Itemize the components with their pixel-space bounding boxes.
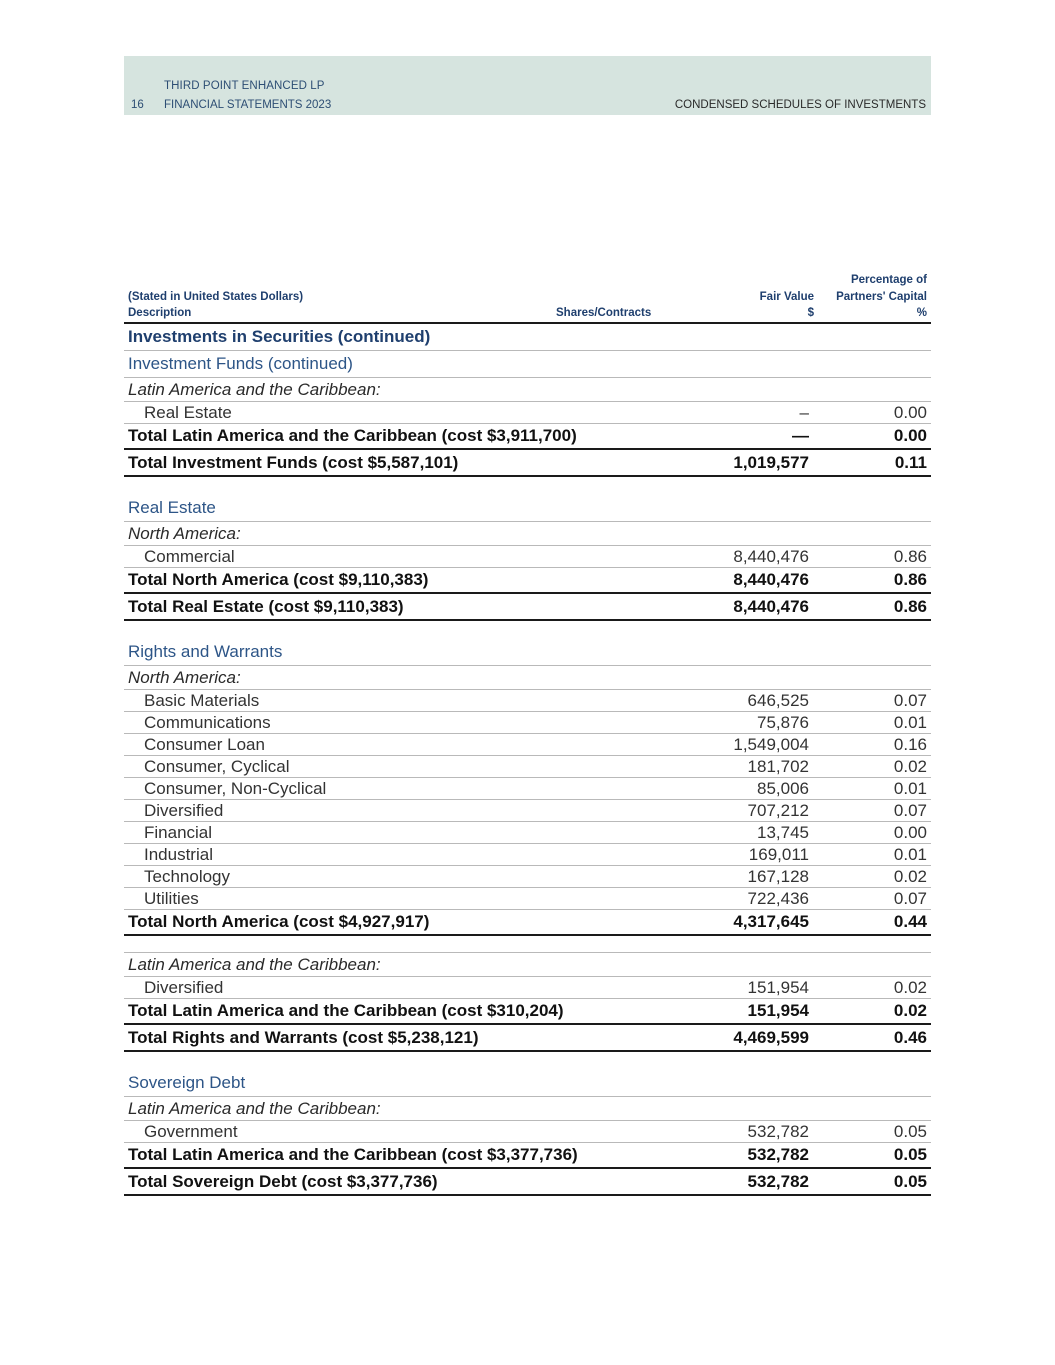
- table-row: [124, 1121, 931, 1143]
- row-fair-value: 646,525: [747, 690, 809, 710]
- row-pct-capital: 0.01: [893, 844, 927, 864]
- row-pct-capital: 0.07: [893, 888, 927, 908]
- section-heading-row: [124, 351, 931, 378]
- table-row: [124, 402, 931, 424]
- row-fair-value: 167,128: [747, 866, 809, 886]
- table-row: [124, 977, 931, 999]
- section-heading-row: [124, 495, 931, 522]
- row-fair-value: 75,876: [757, 712, 809, 732]
- row-pct-capital: 0.11: [894, 452, 927, 472]
- main-heading-row: [124, 324, 931, 351]
- row-pct-capital: 0.05: [893, 1145, 927, 1164]
- region-total-row: [124, 1143, 931, 1169]
- row-description: Diversified: [144, 977, 224, 997]
- row-fair-value: 707,212: [747, 800, 809, 820]
- row-fair-value: 151,954: [747, 977, 809, 997]
- column-headers: [124, 272, 931, 322]
- row-description: Communications: [144, 712, 271, 732]
- row-pct-capital: 0.86: [893, 570, 927, 589]
- row-description: Total Sovereign Debt (cost $3,377,736): [128, 1171, 438, 1191]
- region-total-row: [124, 424, 931, 450]
- row-fair-value: 169,011: [748, 844, 809, 864]
- section-title: CONDENSED SCHEDULES OF INVESTMENTS: [674, 99, 926, 111]
- section-heading-row: [124, 1070, 931, 1097]
- row-description: Technology: [144, 866, 231, 886]
- row-pct-capital: 0.00: [893, 426, 927, 445]
- row-description: Total Investment Funds (cost $5,587,101): [128, 452, 459, 472]
- section-heading-row: [124, 639, 931, 666]
- col-fair-value-unit: $: [807, 307, 814, 319]
- table-row: [124, 734, 931, 756]
- table-row: [124, 866, 931, 888]
- region-heading-row: [124, 1097, 931, 1121]
- region-total-row: [124, 999, 931, 1025]
- region-heading: Latin America and the Caribbean:: [128, 1098, 381, 1118]
- section-heading: Real Estate: [128, 498, 216, 517]
- col-pct-capital-line1: Percentage of: [850, 274, 927, 286]
- row-description: Diversified: [144, 800, 224, 820]
- table-row: [124, 756, 931, 778]
- region-total-row: [124, 568, 931, 594]
- row-pct-capital: 0.02: [893, 866, 927, 886]
- row-description: Total Real Estate (cost $9,110,383): [128, 596, 404, 616]
- document-title: FINANCIAL STATEMENTS 2023: [164, 99, 332, 111]
- row-fair-value: 1,019,577: [733, 452, 809, 472]
- row-pct-capital: 0.16: [893, 734, 927, 754]
- row-description: Consumer Loan: [144, 734, 265, 754]
- spacer: [124, 936, 931, 953]
- col-shares-contracts: Shares/Contracts: [556, 307, 652, 319]
- row-pct-capital: 0.02: [893, 977, 927, 997]
- section-total-row: [124, 450, 931, 477]
- region-heading: Latin America and the Caribbean:: [128, 379, 381, 399]
- row-pct-capital: 0.86: [893, 546, 927, 566]
- row-fair-value: 151,954: [747, 1001, 809, 1020]
- main-heading: Investments in Securities (continued): [128, 327, 431, 346]
- row-fair-value: 722,436: [747, 888, 809, 908]
- row-pct-capital: 0.05: [893, 1171, 927, 1191]
- row-fair-value: 13,745: [757, 822, 809, 842]
- table-row: [124, 822, 931, 844]
- row-description: Consumer, Non-Cyclical: [144, 778, 327, 798]
- row-description: Utilities: [144, 888, 199, 908]
- table-row: [124, 844, 931, 866]
- region-heading: North America:: [128, 523, 241, 543]
- region-heading: North America:: [128, 667, 241, 687]
- row-pct-capital: 0.01: [893, 712, 927, 732]
- row-pct-capital: 0.00: [893, 822, 927, 842]
- row-description: Basic Materials: [144, 690, 260, 710]
- col-pct-capital-line2: Partners' Capital: [836, 291, 927, 303]
- page-number: 16: [131, 99, 144, 111]
- row-fair-value: 8,440,476: [733, 570, 809, 589]
- row-pct-capital: 0.02: [893, 1001, 927, 1020]
- row-fair-value: 532,782: [747, 1145, 809, 1164]
- row-fair-value: 85,006: [757, 778, 809, 798]
- region-total-row: [124, 910, 931, 936]
- row-pct-capital: 0.05: [893, 1121, 927, 1141]
- table-row: [124, 888, 931, 910]
- currency-note: (Stated in United States Dollars): [128, 291, 304, 303]
- schedule-of-investments-table: [124, 272, 931, 1196]
- region-heading: Latin America and the Caribbean:: [128, 954, 381, 974]
- row-description: Financial: [144, 822, 213, 842]
- row-pct-capital: 0.02: [893, 756, 927, 776]
- col-fair-value: Fair Value: [759, 291, 814, 303]
- table-row: [124, 712, 931, 734]
- spacer: [124, 477, 931, 495]
- section-heading: Sovereign Debt: [128, 1073, 246, 1092]
- row-fair-value: 4,317,645: [733, 912, 809, 931]
- table-row: [124, 690, 931, 712]
- row-pct-capital: 0.01: [893, 778, 927, 798]
- company-name: THIRD POINT ENHANCED LP: [164, 80, 325, 92]
- region-heading-row: [124, 522, 931, 546]
- row-description: Total Rights and Warrants (cost $5,238,121): [128, 1027, 479, 1047]
- section-heading: Investment Funds (continued): [128, 354, 353, 373]
- row-description: Consumer, Cyclical: [144, 756, 290, 776]
- region-heading-row: [124, 666, 931, 690]
- row-fair-value: —: [792, 426, 809, 445]
- row-description: Total Latin America and the Caribbean (cost $310,204): [128, 1001, 564, 1020]
- row-pct-capital: 0.07: [893, 800, 927, 820]
- region-heading-row: [124, 953, 931, 977]
- section-total-row: [124, 594, 931, 621]
- spacer: [124, 621, 931, 639]
- row-description: Commercial: [144, 546, 235, 566]
- section-heading: Rights and Warrants: [128, 642, 283, 661]
- section-total-row: [124, 1169, 931, 1196]
- page-header: [124, 56, 931, 115]
- row-description: Total Latin America and the Caribbean (cost $3,377,736): [128, 1145, 578, 1164]
- row-fair-value: 1,549,004: [733, 734, 809, 754]
- row-fair-value: 8,440,476: [733, 596, 809, 616]
- region-heading-row: [124, 378, 931, 402]
- row-pct-capital: 0.86: [893, 596, 927, 616]
- row-description: Government: [144, 1121, 238, 1141]
- section-total-row: [124, 1025, 931, 1052]
- spacer: [124, 1052, 931, 1070]
- row-fair-value: –: [799, 402, 809, 422]
- row-description: Industrial: [144, 844, 213, 864]
- row-pct-capital: 0.00: [893, 402, 927, 422]
- table-row: [124, 778, 931, 800]
- row-fair-value: 532,782: [747, 1121, 809, 1141]
- row-fair-value: 532,782: [747, 1171, 809, 1191]
- row-description: Total Latin America and the Caribbean (cost $3,911,700): [128, 426, 577, 445]
- row-pct-capital: 0.44: [893, 912, 927, 931]
- col-description: Description: [128, 307, 192, 319]
- table-row: [124, 800, 931, 822]
- row-pct-capital: 0.46: [893, 1027, 927, 1047]
- row-fair-value: 181,702: [747, 756, 809, 776]
- col-pct-capital-unit: %: [916, 307, 927, 319]
- row-description: Real Estate: [144, 402, 232, 422]
- row-description: Total North America (cost $9,110,383): [128, 570, 429, 589]
- row-fair-value: 8,440,476: [733, 546, 809, 566]
- row-description: Total North America (cost $4,927,917): [128, 912, 430, 931]
- table-row: [124, 546, 931, 568]
- row-fair-value: 4,469,599: [733, 1027, 809, 1047]
- row-pct-capital: 0.07: [893, 690, 927, 710]
